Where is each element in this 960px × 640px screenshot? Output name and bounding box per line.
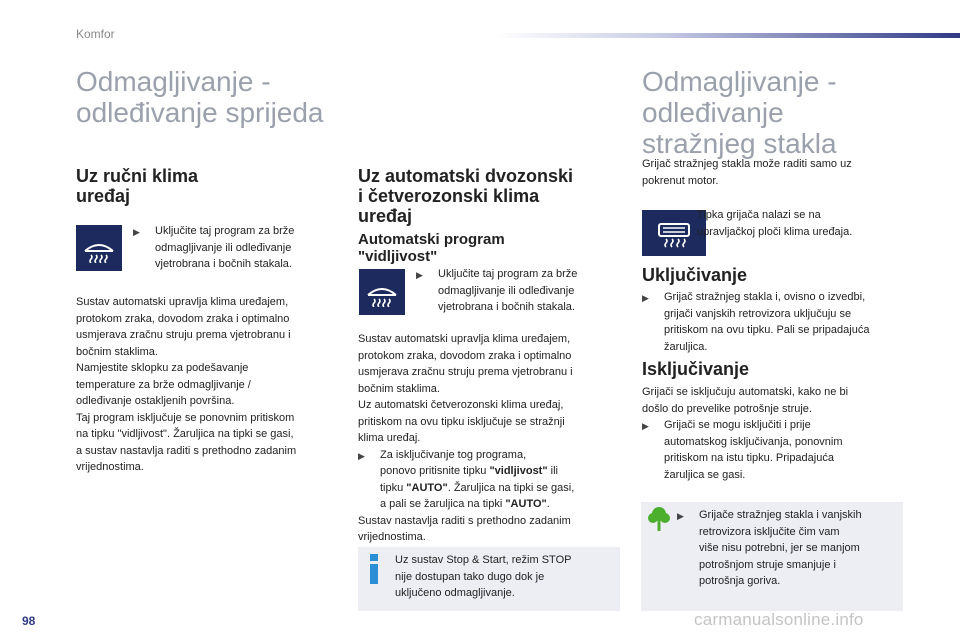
text-line: Uključite taj program za brže bbox=[155, 225, 295, 237]
text-line: temperature za brže odmagljivanje / bbox=[76, 378, 251, 391]
text-line: uključeno odmagljivanje. bbox=[395, 587, 515, 599]
text-line: klima uređaj. bbox=[358, 432, 421, 444]
rear-intro bbox=[642, 156, 902, 189]
title-line: Odmagljivanje - bbox=[76, 66, 271, 97]
text-line: protokom zraka, dovodom zraka i optimalno bbox=[358, 349, 572, 362]
info-note-text bbox=[395, 552, 615, 602]
heading-line: uređaj bbox=[76, 186, 131, 206]
text-line: više nisu potrebni, jer se manjom bbox=[699, 542, 860, 554]
eco-note-text bbox=[677, 507, 897, 590]
subheading-visibility bbox=[358, 231, 598, 265]
heading-line: Uz ručni klima bbox=[76, 166, 199, 186]
watermark: carmanualsonline.info bbox=[694, 610, 864, 629]
text-line: Grijač stražnjeg stakla može raditi samo uz bbox=[642, 158, 852, 170]
bold-term: "vidljivost" bbox=[489, 465, 548, 477]
text-line: retrovizora isključite čim vam bbox=[699, 525, 840, 538]
text-line: ponovo pritisnite tipku bbox=[380, 465, 490, 477]
paragraph-switch-off bbox=[642, 384, 907, 483]
text-line: vjetrobrana i bočnih stakala. bbox=[155, 258, 292, 270]
heading-line: Uz automatski dvozonski bbox=[358, 166, 574, 186]
arrow-marker-icon: ▶ bbox=[642, 421, 649, 431]
text-line: odleđivanje ostakljenih površina. bbox=[76, 395, 235, 407]
heading-auto-ac bbox=[358, 166, 618, 226]
rear-window-heater-icon bbox=[655, 218, 693, 248]
eco-tree-icon bbox=[647, 506, 671, 532]
info-icon bbox=[368, 554, 380, 584]
text-line: a pali se žaruljica na tipki bbox=[380, 498, 506, 510]
text-line: a sustav nastavlja raditi s prethodno zadanim bbox=[76, 444, 297, 457]
arrow-marker-icon: ▶ bbox=[358, 450, 365, 461]
windscreen-demist-icon bbox=[82, 233, 116, 263]
text-line: usmjerava zračnu struju prema vjetrobranu i bbox=[76, 329, 291, 341]
bold-term: "AUTO" bbox=[406, 481, 448, 494]
text-line: vrijednostima. bbox=[76, 461, 144, 473]
text-line: žaruljica se gasi. bbox=[664, 468, 746, 481]
text-line: Uz sustav Stop & Start, režim STOP bbox=[395, 554, 572, 566]
text-line: nije dostupan tako dugo dok je bbox=[395, 570, 545, 583]
windscreen-demist-icon bbox=[365, 277, 399, 307]
text-line: upravljačkoj ploči klima uređaja. bbox=[697, 225, 853, 238]
text-line: Grijači se isključuju automatski, kako ne bi bbox=[642, 386, 849, 398]
heading-line: "vidljivost" bbox=[358, 248, 438, 265]
heading-line: i četverozonski klima bbox=[358, 186, 540, 206]
text-line: vrijednostima. bbox=[358, 531, 426, 543]
bullet-switch-on bbox=[642, 289, 907, 355]
text-line: potrošnjom struje smanjuje i bbox=[699, 558, 836, 571]
text-line: Sustav automatski upravlja klima uređajem, bbox=[358, 333, 571, 345]
arrow-marker-icon: ▶ bbox=[677, 511, 684, 521]
paragraph-manual bbox=[76, 294, 341, 476]
text-line: na tipku "vidljivost". Žaruljica na tipki se gasi, bbox=[76, 428, 294, 440]
text-line: Namjestite sklopku za podešavanje bbox=[76, 362, 249, 374]
text-line: žaruljica. bbox=[664, 340, 708, 353]
arrow-marker-icon: ▶ bbox=[416, 270, 423, 280]
text-line: Tipka grijača nalazi se na bbox=[697, 209, 821, 221]
text-line: Grijače stražnjeg stakla i vanjskih bbox=[699, 509, 862, 521]
title-line: Odmagljivanje - bbox=[642, 66, 837, 97]
text-line: Sustav nastavlja raditi s prethodno zadanim bbox=[358, 514, 571, 527]
page-number: 98 bbox=[22, 614, 36, 628]
heading-line: Automatski program bbox=[358, 231, 505, 248]
bullet-manual-on bbox=[133, 223, 338, 273]
text-line: . Žaruljica na tipki se gasi, bbox=[447, 481, 575, 494]
header-bar bbox=[495, 33, 960, 38]
section-label: Komfor bbox=[76, 27, 115, 41]
text-line: . bbox=[546, 498, 550, 510]
heading-line: uređaj bbox=[358, 206, 413, 226]
text-line: Uključite taj program za brže bbox=[438, 268, 578, 280]
heading-switch-on: Uključivanje bbox=[642, 265, 748, 285]
title-line: odleđivanje bbox=[642, 97, 784, 128]
text-line: grijači vanjskih retrovizora uključuju se bbox=[664, 307, 852, 320]
heading-manual-ac bbox=[76, 166, 296, 206]
text-line: pritiskom na ovu tipku isključuje se stražnji bbox=[358, 415, 565, 428]
text-line: usmjerava zračnu struju prema vjetrobranu i bbox=[358, 366, 573, 378]
text-line: pokrenut motor. bbox=[642, 174, 719, 187]
text-line: vjetrobrana i bočnih stakala. bbox=[438, 301, 575, 313]
text-line: Taj program isključuje se ponovnim pritiskom bbox=[76, 411, 295, 424]
text-line: Grijač stražnjeg stakla i, ovisno o izvedbi, bbox=[664, 291, 866, 303]
title-line: odleđivanje sprijeda bbox=[76, 97, 324, 128]
text-line: Grijači se mogu isključiti i prije bbox=[664, 419, 811, 431]
text-line: bočnim staklima. bbox=[76, 345, 158, 358]
title-line: stražnjeg stakla bbox=[642, 128, 837, 159]
heading-switch-off: Isključivanje bbox=[642, 359, 750, 379]
info-note-box bbox=[358, 547, 620, 611]
rear-button-note bbox=[697, 207, 902, 240]
text-line: automatskog isključivanja, ponovnim bbox=[664, 435, 843, 448]
visibility-button-icon bbox=[359, 269, 405, 315]
text-line: Za isključivanje tog programa, bbox=[380, 448, 527, 461]
text-line: došlo do prevelike potrošnje struje. bbox=[642, 402, 812, 415]
text-line: ili bbox=[547, 465, 558, 477]
text-line: pritiskom na ovu tipku. Pali se pripadajuća bbox=[664, 324, 870, 336]
text-line: Sustav automatski upravlja klima uređajem, bbox=[76, 296, 289, 308]
text-line: odmagljivanje ili odleđivanje bbox=[438, 284, 575, 297]
text-line: pritiskom na istu tipku. Pripadajuća bbox=[664, 452, 834, 464]
paragraph-auto bbox=[358, 331, 623, 546]
text-line: potrošnja goriva. bbox=[699, 575, 781, 587]
text-line: protokom zraka, dovodom zraka i optimalno bbox=[76, 312, 290, 325]
text-line: bočnim staklima. bbox=[358, 382, 440, 395]
page-title-rear bbox=[642, 66, 942, 159]
page-title-front bbox=[76, 66, 376, 128]
text-line: tipku bbox=[380, 481, 407, 494]
bullet-auto-on bbox=[416, 266, 621, 316]
arrow-marker-icon: ▶ bbox=[133, 227, 140, 237]
eco-note-box bbox=[641, 502, 903, 611]
bold-term: "AUTO" bbox=[505, 498, 547, 510]
text-line: Uz automatski četverozonski klima uređaj, bbox=[358, 399, 564, 411]
text-line: odmagljivanje ili odleđivanje bbox=[155, 241, 292, 254]
windscreen-demist-button-icon bbox=[76, 225, 122, 271]
arrow-marker-icon: ▶ bbox=[642, 293, 649, 303]
